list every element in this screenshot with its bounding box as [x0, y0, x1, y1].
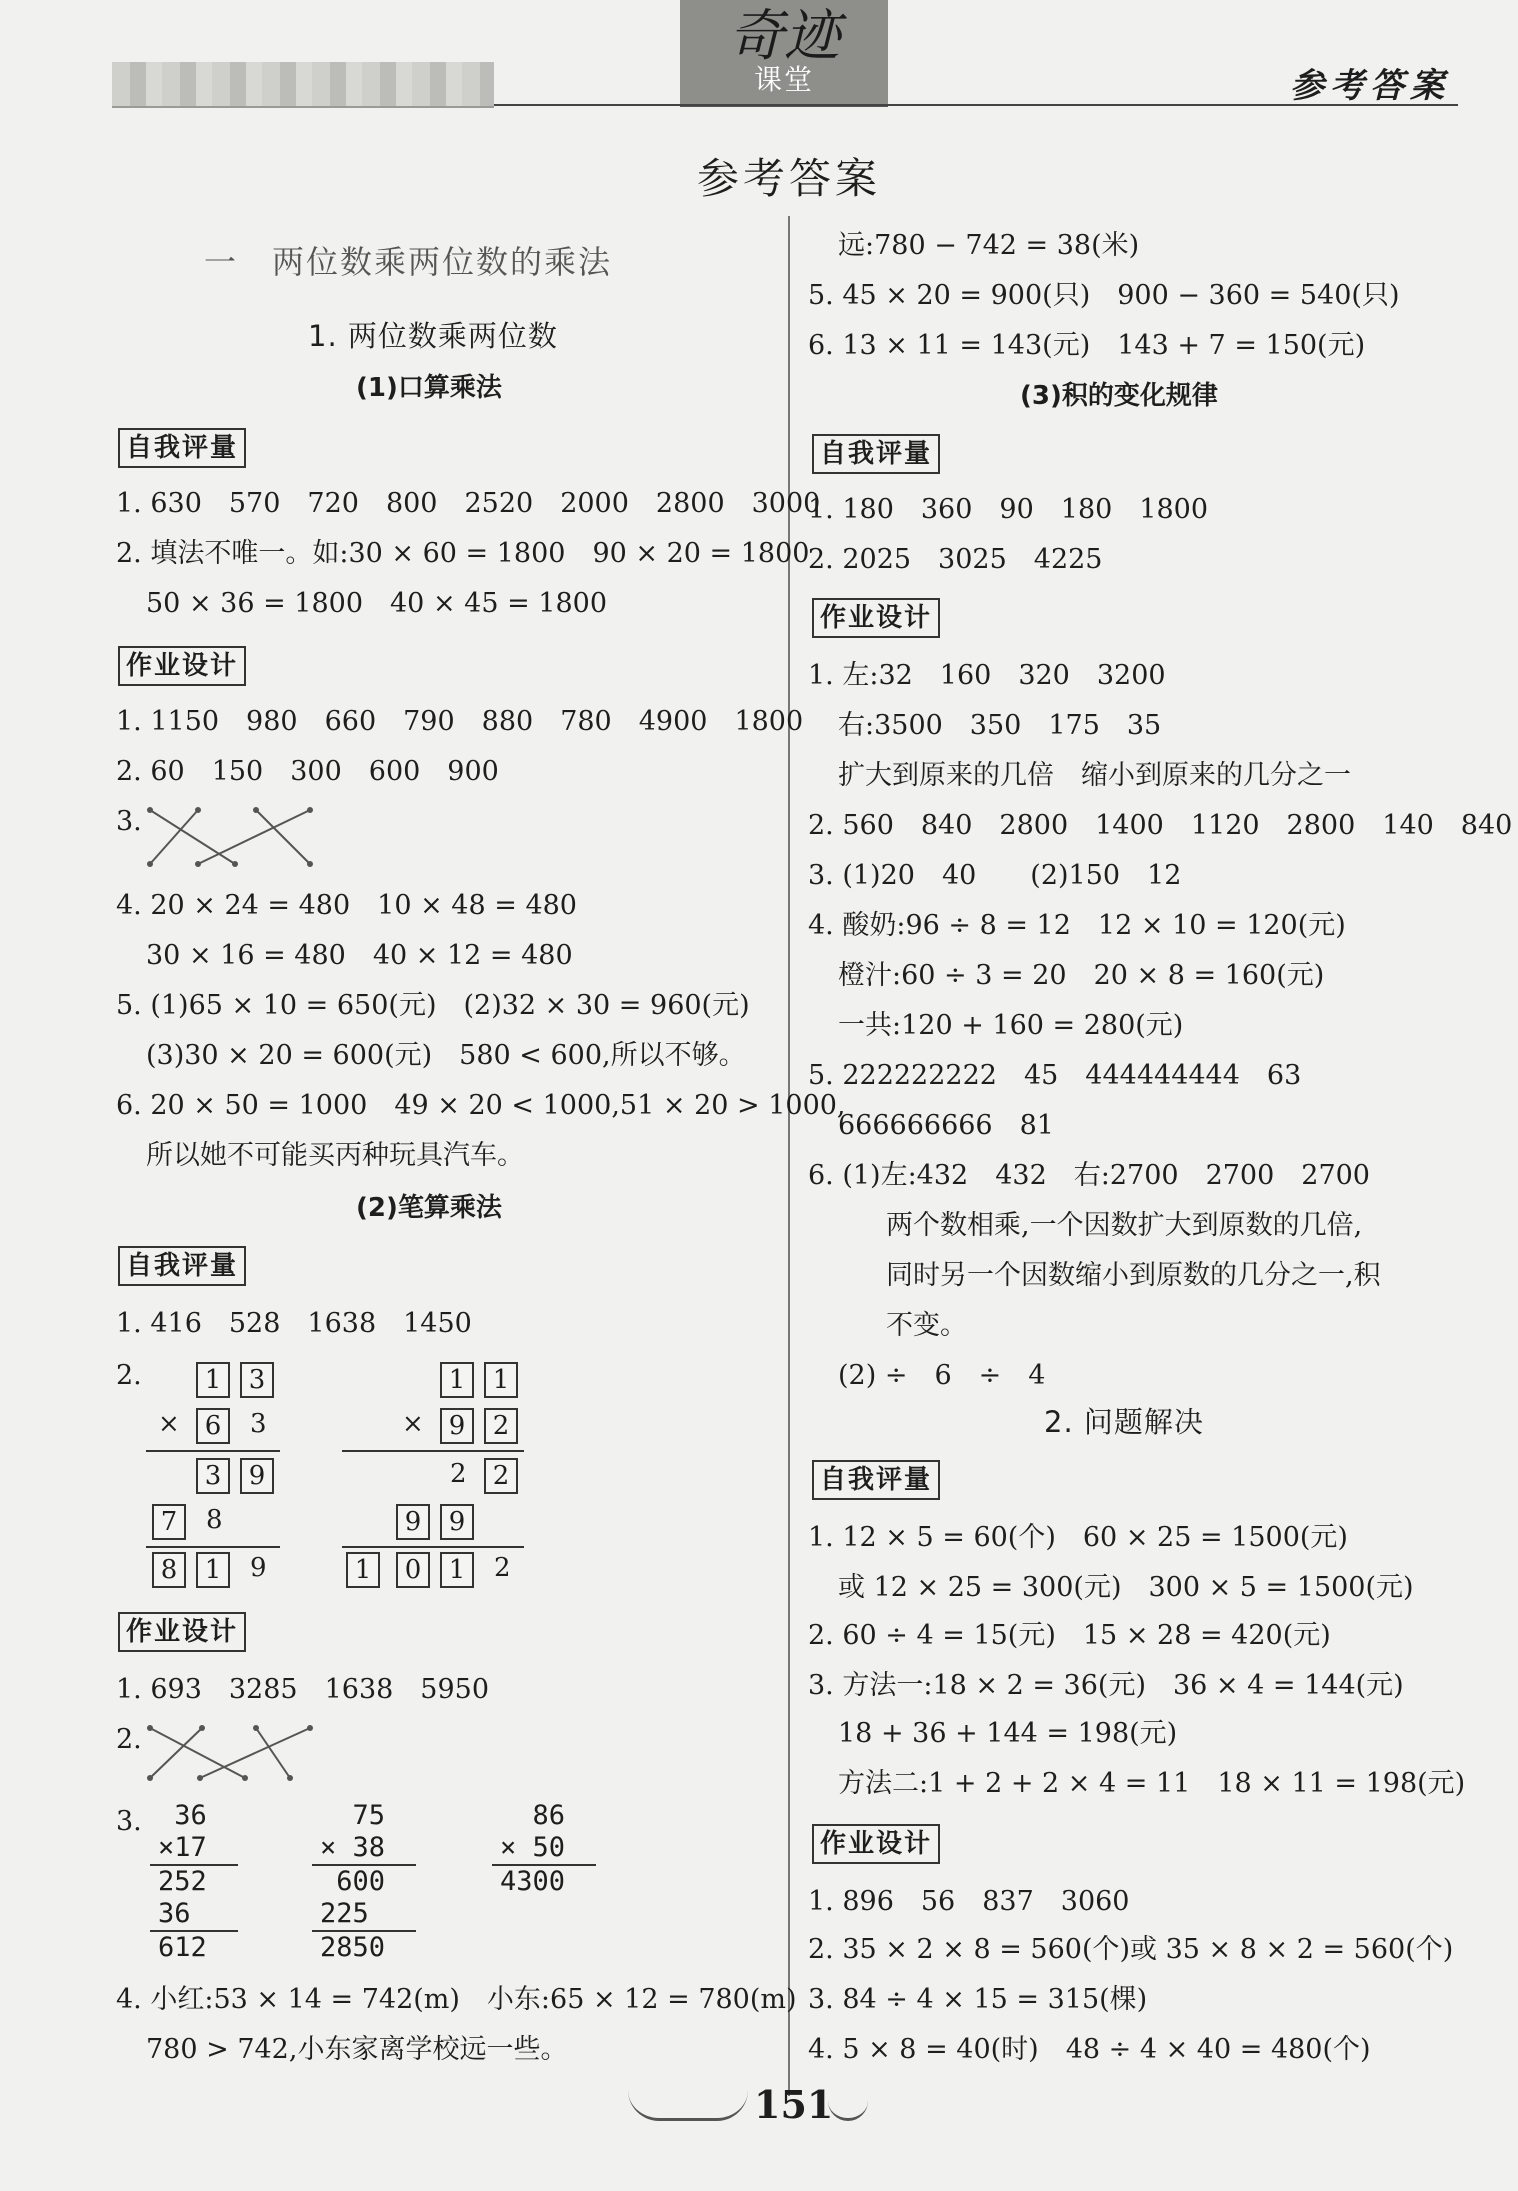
- answer-box: 0: [396, 1552, 430, 1588]
- answer-box: 3: [196, 1458, 230, 1494]
- answer-line: 6. 13 × 11 = 143(元) 143 + 7 = 150(元): [808, 330, 1366, 361]
- tag-homework: 作业设计: [118, 646, 246, 686]
- answer-line: 30 × 16 = 480 40 × 12 = 480: [146, 940, 573, 971]
- matching-lines-diagram-2: [140, 1718, 320, 1788]
- digit: 2: [450, 1459, 467, 1489]
- footer-swirl-left: [628, 2090, 748, 2121]
- digit: 2: [494, 1553, 511, 1583]
- answer-line: 4. 20 × 24 = 480 10 × 48 = 480: [116, 890, 577, 921]
- answer-line: 2. 35 × 2 × 8 = 560(个)或 35 × 8 × 2 = 560(个): [808, 1934, 1454, 1965]
- answer-box: 2: [484, 1458, 518, 1494]
- answer-box: 1: [440, 1362, 474, 1398]
- answer-line: 橙汁:60 ÷ 3 = 20 20 × 8 = 160(元): [838, 960, 1325, 991]
- tag-self-assessment: 自我评量: [118, 428, 246, 468]
- calc-row: 36: [158, 1898, 207, 1929]
- answer-line: 4. 酸奶:96 ÷ 8 = 12 12 × 10 = 120(元): [808, 910, 1346, 941]
- answer-line: 同时另一个因数缩小到原数的几分之一,积: [886, 1260, 1381, 1291]
- answer-line: 所以她不可能买丙种玩具汽车。: [146, 1140, 524, 1171]
- answer-line: 3. 84 ÷ 4 × 15 = 315(棵): [808, 1984, 1148, 2015]
- header-decoration: [112, 62, 494, 108]
- answer-line: 18 + 36 + 144 = 198(元): [838, 1718, 1178, 1749]
- answer-line: (2) ÷ 6 ÷ 4: [838, 1360, 1046, 1391]
- digit: 3: [250, 1409, 267, 1439]
- answer-line: 1. 180 360 90 180 1800: [808, 494, 1209, 525]
- answer-box: 6: [196, 1408, 230, 1444]
- answer-box: 3: [240, 1362, 274, 1398]
- logo-main-text: 奇迹: [728, 4, 840, 69]
- answer-line: 右:3500 350 175 35: [838, 710, 1162, 741]
- answer-line: 6. 20 × 50 = 1000 49 × 20 < 1000,51 × 20 > 1000,: [116, 1090, 846, 1121]
- tag-self-assessment: 自我评量: [812, 434, 940, 474]
- answer-line: 方法二:1 + 2 + 2 × 4 = 11 18 × 11 = 198(元): [838, 1768, 1466, 1799]
- answer-line: 2. 填法不唯一。如:30 × 60 = 1800 90 × 20 = 1800: [116, 538, 810, 569]
- calc-row: 612: [158, 1932, 207, 1963]
- answer-box: 1: [346, 1552, 380, 1588]
- answer-line: 2. 60 150 300 600 900: [116, 756, 499, 787]
- calc-row: 36: [158, 1800, 207, 1831]
- tag-self-assessment: 自我评量: [118, 1246, 246, 1286]
- answer-box: 9: [240, 1458, 274, 1494]
- calc-rule: [342, 1546, 524, 1548]
- digit: 8: [206, 1505, 223, 1535]
- part-heading-2: (2)笔算乘法: [356, 1193, 502, 1223]
- calc-row: × 50: [500, 1832, 566, 1863]
- tag-self-assessment: 自我评量: [812, 1460, 940, 1500]
- answer-line: 3. (1)20 40 (2)150 12: [808, 860, 1182, 891]
- page-title: 参考答案: [696, 154, 881, 203]
- answer-line: 3.: [116, 1806, 142, 1837]
- answer-box: 1: [484, 1362, 518, 1398]
- times-sign: ×: [158, 1409, 180, 1439]
- calc-rule: [146, 1450, 280, 1452]
- calc-row: 600: [320, 1866, 386, 1897]
- answer-line: 1. 416 528 1638 1450: [116, 1308, 472, 1339]
- answer-line: 50 × 36 = 1800 40 × 45 = 1800: [146, 588, 608, 619]
- answer-box: 9: [440, 1504, 474, 1540]
- answer-line: 1. 693 3285 1638 5950: [116, 1674, 490, 1705]
- answer-line: 666666666 81: [838, 1110, 1054, 1141]
- unit-heading-2: 2. 问题解决: [1044, 1405, 1204, 1439]
- calc-row: ×17: [158, 1832, 207, 1863]
- tag-homework: 作业设计: [812, 1824, 940, 1864]
- tag-homework: 作业设计: [118, 1612, 246, 1652]
- footer-swirl-right: [828, 2090, 868, 2121]
- header-section-title: 参考答案: [1290, 66, 1450, 106]
- answer-line: 2. 60 ÷ 4 = 15(元) 15 × 28 = 420(元): [808, 1620, 1331, 1651]
- answer-line: 2.: [116, 1360, 142, 1391]
- answer-box: 1: [196, 1362, 230, 1398]
- answer-line: 远:780 − 742 = 38(米): [838, 230, 1140, 261]
- answer-line: 2. 560 840 2800 1400 1120 2800 140 840: [808, 810, 1513, 841]
- times-sign: ×: [402, 1409, 424, 1439]
- answer-line: 5. 222222222 45 444444444 63: [808, 1060, 1302, 1091]
- calc-row: × 38: [320, 1832, 386, 1863]
- answer-line: 6. (1)左:432 432 右:2700 2700 2700: [808, 1160, 1370, 1191]
- digit: 9: [250, 1553, 267, 1583]
- brand-logo: [680, 0, 888, 107]
- answer-line: 1. 1150 980 660 790 880 780 4900 1800: [116, 706, 804, 737]
- answer-line: 5. (1)65 × 10 = 650(元) (2)32 × 30 = 960(元): [116, 990, 750, 1021]
- answer-line: 3. 方法一:18 × 2 = 36(元) 36 × 4 = 144(元): [808, 1670, 1404, 1701]
- answer-line: 2.: [116, 1724, 142, 1755]
- answer-box: 8: [152, 1552, 186, 1588]
- calc-row: 86: [500, 1800, 566, 1831]
- answer-box: 7: [152, 1504, 186, 1540]
- part-heading-1: (1)口算乘法: [356, 373, 502, 403]
- logo-sub-text: 课堂: [753, 63, 814, 96]
- answer-line: 或 12 × 25 = 300(元) 300 × 5 = 1500(元): [838, 1572, 1414, 1603]
- unit-heading: 1. 两位数乘两位数: [308, 319, 558, 353]
- answer-line: 一共:120 + 160 = 280(元): [838, 1010, 1184, 1041]
- calc-row: 2850: [320, 1932, 386, 1963]
- tag-homework: 作业设计: [812, 598, 940, 638]
- answer-line: 4. 小红:53 × 14 = 742(m) 小东:65 × 12 = 780(m): [116, 1984, 797, 2015]
- answer-line: 1. 左:32 160 320 3200: [808, 660, 1166, 691]
- calc-row: 225: [320, 1898, 386, 1929]
- answer-box: 2: [484, 1408, 518, 1444]
- calc-rule: [146, 1546, 280, 1548]
- answer-line: 5. 45 × 20 = 900(只) 900 − 360 = 540(只): [808, 280, 1400, 311]
- page-number: 151: [754, 2082, 834, 2127]
- answer-line: (3)30 × 20 = 600(元) 580 < 600,所以不够。: [146, 1040, 746, 1071]
- matching-lines-diagram-1: [140, 800, 320, 876]
- answer-box: 1: [440, 1552, 474, 1588]
- answer-box: 9: [396, 1504, 430, 1540]
- answer-line: 扩大到原来的几倍 缩小到原来的几分之一: [838, 760, 1351, 791]
- answer-line: 4. 5 × 8 = 40(时) 48 ÷ 4 × 40 = 480(个): [808, 2034, 1371, 2065]
- calc-row: 252: [158, 1866, 207, 1897]
- answer-box: 9: [440, 1408, 474, 1444]
- answer-line: 780 > 742,小东家离学校远一些。: [146, 2034, 568, 2065]
- answer-line: 3.: [116, 806, 142, 837]
- answer-line: 1. 630 570 720 800 2520 2000 2800 3000: [116, 488, 821, 519]
- part-heading-3: (3)积的变化规律: [1020, 381, 1218, 411]
- calc-rule: [342, 1450, 524, 1452]
- calc-row: 75: [320, 1800, 386, 1831]
- answer-line: 两个数相乘,一个因数扩大到原数的几倍,: [886, 1210, 1363, 1241]
- answer-line: 不变。: [886, 1310, 967, 1341]
- answer-box: 1: [196, 1552, 230, 1588]
- answer-line: 1. 896 56 837 3060: [808, 1886, 1130, 1917]
- section-heading: 一 两位数乘两位数的乘法: [204, 243, 613, 281]
- answer-line: 2. 2025 3025 4225: [808, 544, 1103, 575]
- calc-row: 4300: [500, 1866, 566, 1897]
- answer-line: 1. 12 × 5 = 60(个) 60 × 25 = 1500(元): [808, 1522, 1348, 1553]
